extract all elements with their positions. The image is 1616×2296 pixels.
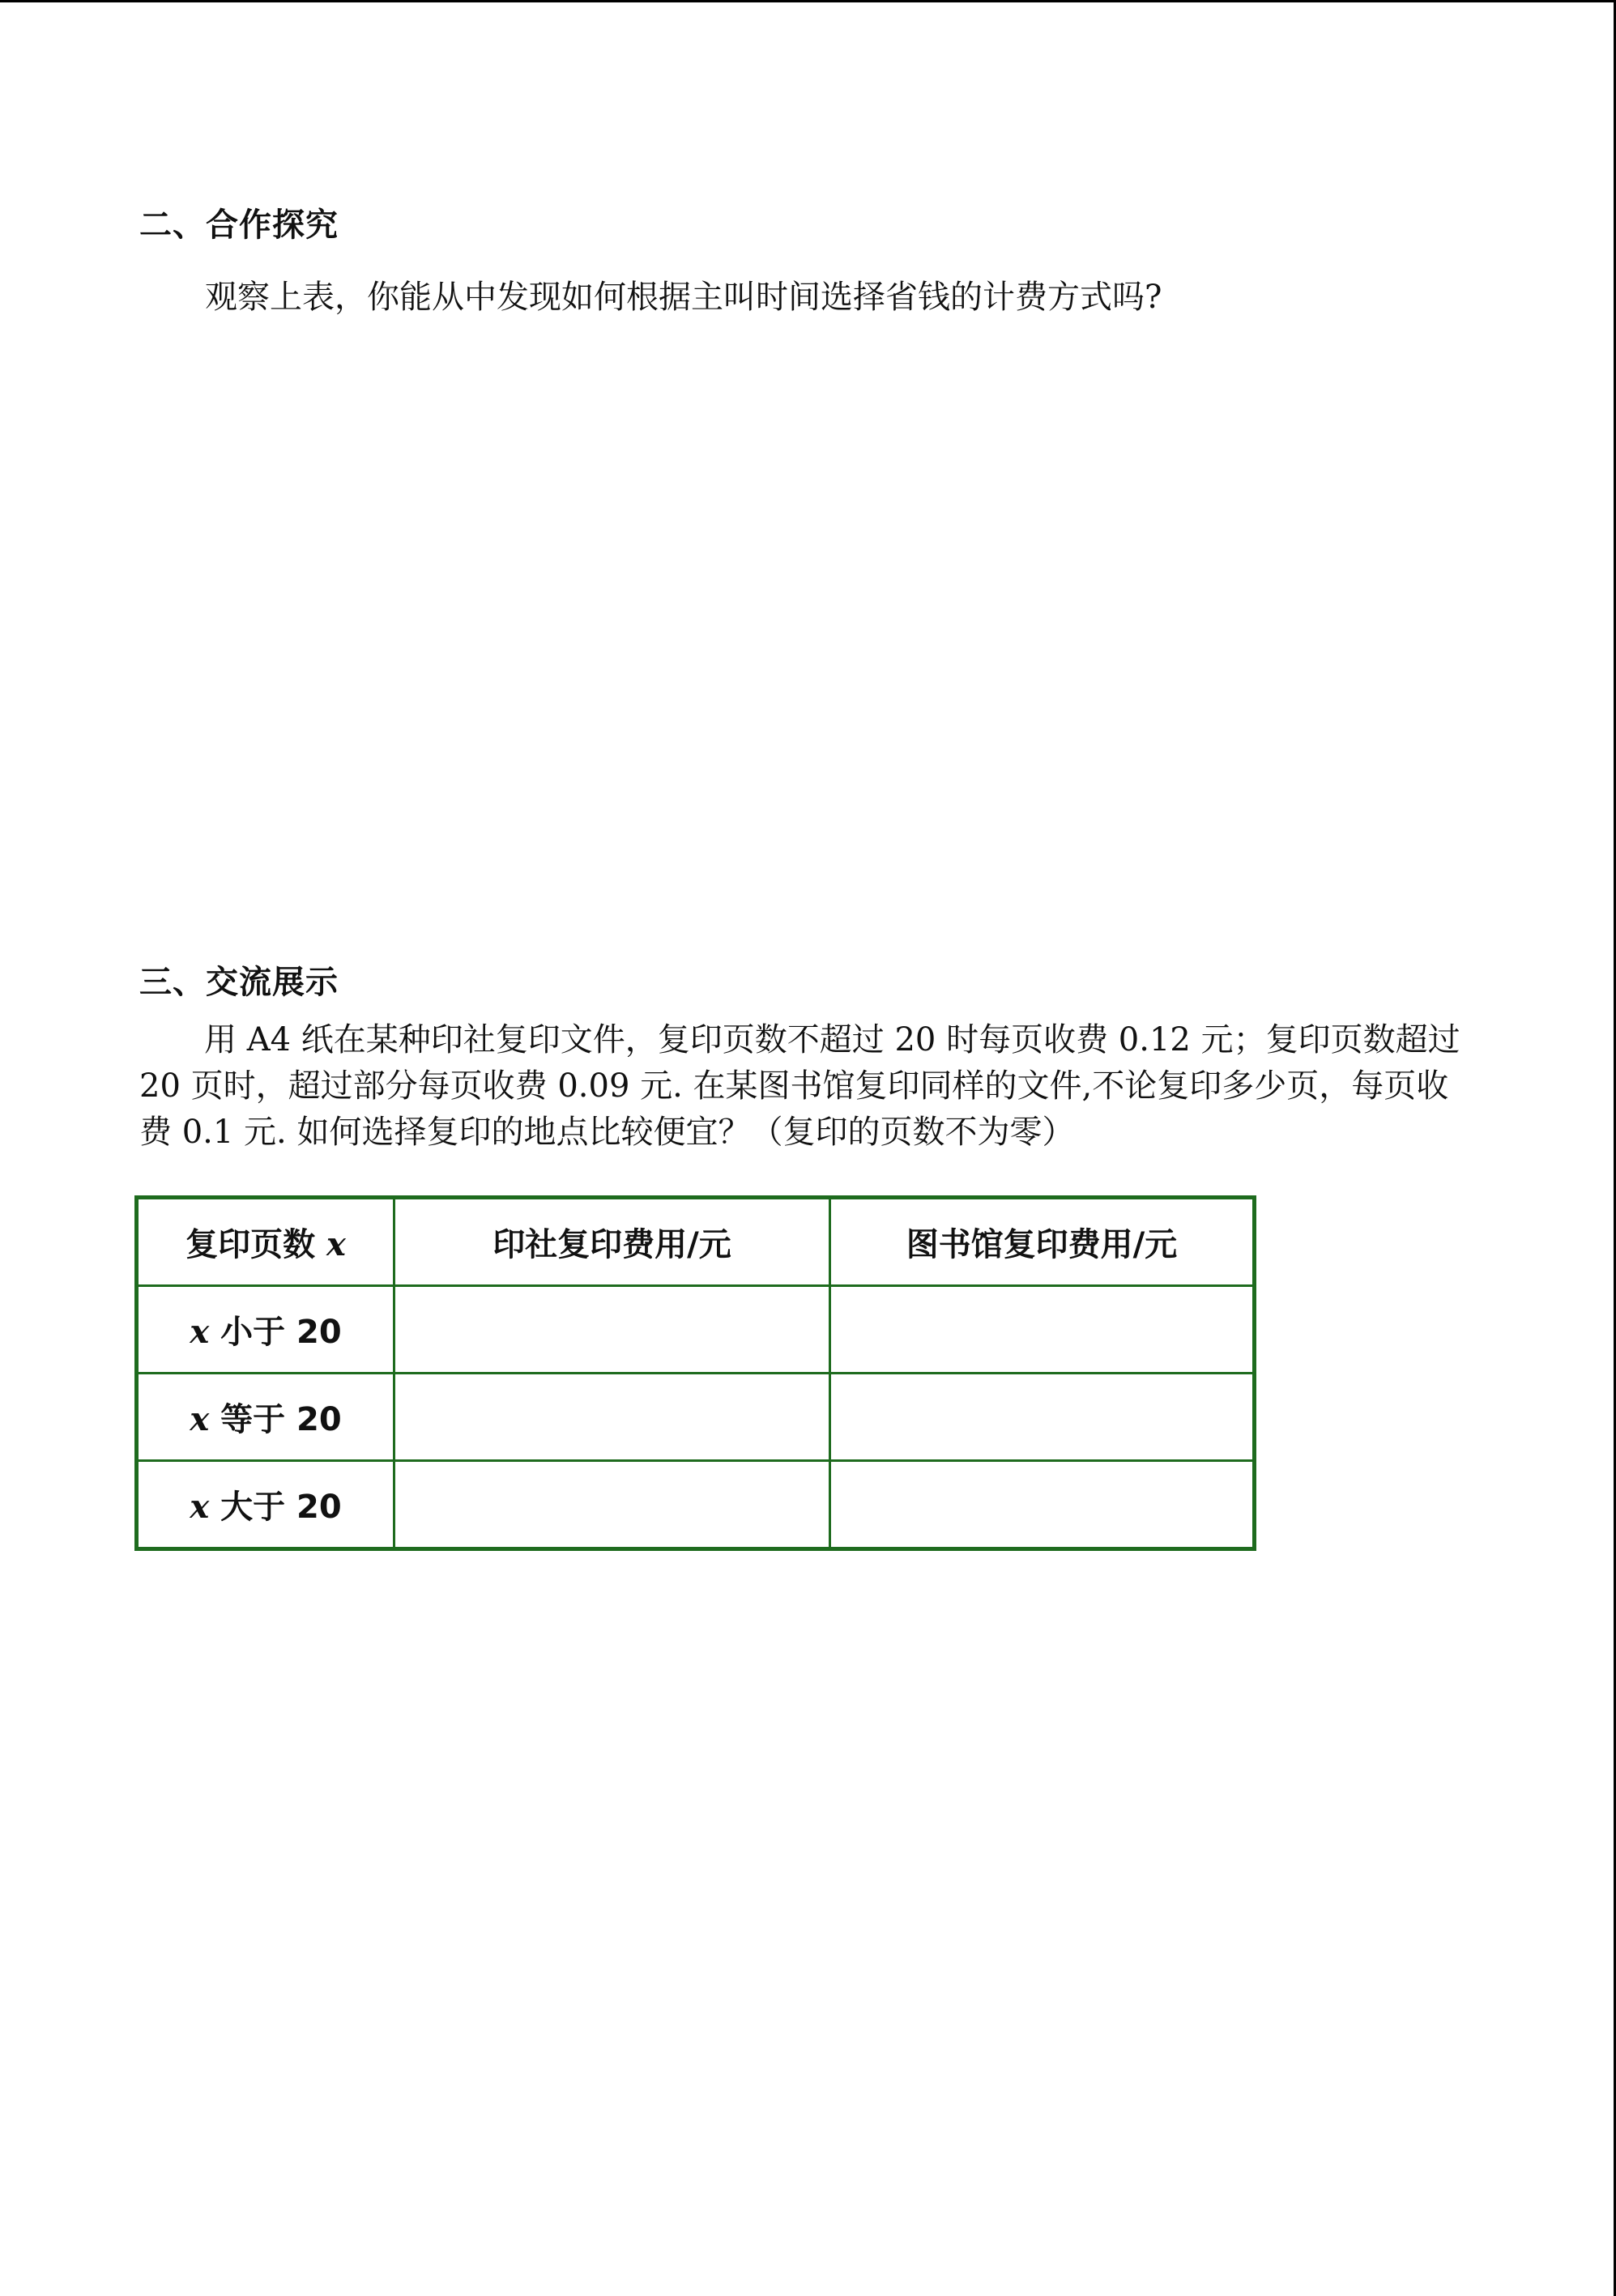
row-condition: [137, 1461, 394, 1549]
table-row: [137, 1286, 1255, 1374]
row-condition: [137, 1286, 394, 1374]
row-variable: x: [190, 1488, 210, 1526]
table-row: [137, 1461, 1255, 1549]
row-variable: x: [190, 1400, 210, 1438]
shop-fee-cell: [394, 1286, 830, 1374]
table-row: [137, 1374, 1255, 1461]
table-header-row: [137, 1198, 1255, 1286]
shop-fee-cell: [394, 1461, 830, 1549]
section2-question: 观察上表，你能从中发现如何根据主叫时间选择省钱的计费方式吗?: [205, 279, 1162, 316]
row-condition-label: 等于 20: [209, 1401, 342, 1438]
header-pages-variable: x: [326, 1225, 346, 1263]
header-shop-fee: 印社复印费用/元: [394, 1198, 830, 1286]
section3-heading: 三、交流展示: [139, 964, 339, 1001]
header-pages: [137, 1198, 394, 1286]
header-pages-label: 复印页数: [185, 1226, 327, 1263]
section2-heading: 二、合作探究: [139, 207, 339, 244]
row-condition: [137, 1374, 394, 1461]
library-fee-cell: [830, 1374, 1255, 1461]
section3-problem: 用 A4 纸在某种印社复印文件，复印页数不超过 20 时每页收费 0.12 元；复印页数超过 20 页时，超过部分每页收费 0.09 元. 在某图书馆复印同样的文件,不论复印多少页，每页收费 0.1 元. 如何选择复印的地点比较便宜？（复印的页数不为零）: [139, 1021, 1460, 1151]
page-border-top: [0, 0, 1614, 2]
row-condition-label: 小于 20: [209, 1314, 342, 1351]
library-fee-cell: [830, 1286, 1255, 1374]
row-variable: x: [190, 1313, 210, 1351]
fee-comparison-table: [134, 1195, 1256, 1551]
shop-fee-cell: [394, 1374, 830, 1461]
header-library-fee: 图书馆复印费用/元: [830, 1198, 1255, 1286]
library-fee-cell: [830, 1461, 1255, 1549]
row-condition-label: 大于 20: [209, 1489, 342, 1526]
